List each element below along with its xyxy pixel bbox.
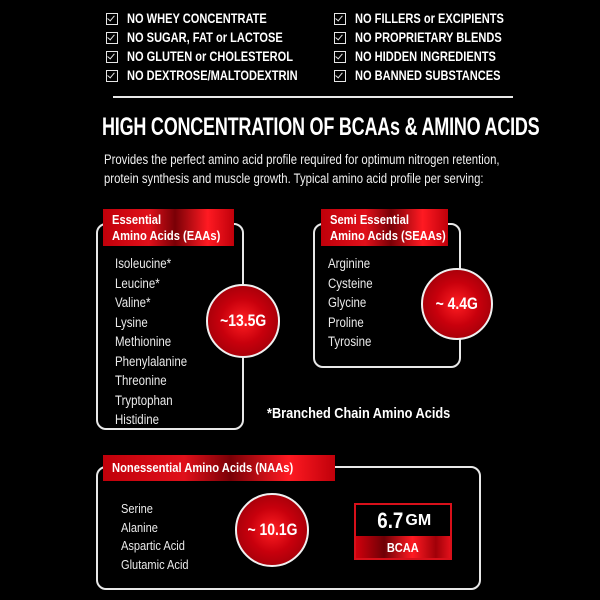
list-item: Arginine [328, 256, 371, 271]
claim-item: NO FILLERS or EXCIPIENTS [334, 9, 537, 28]
checkbox-checked-icon [106, 51, 118, 63]
checkbox-checked-icon [106, 70, 118, 82]
seaa-header: Semi Essential Amino Acids (SEAAs) [321, 209, 448, 246]
bcaa-footnote: *Branched Chain Amino Acids [267, 405, 451, 422]
checkbox-checked-icon [106, 13, 118, 25]
list-item: Cysteine [328, 275, 373, 291]
checkbox-checked-icon [334, 70, 346, 82]
list-item: Histidine [115, 412, 160, 427]
seaa-list [328, 254, 381, 352]
headline: HIGH CONCENTRATION OF BCAAs & AMINO ACIDS [102, 113, 540, 141]
list-item: Lysine [115, 314, 148, 330]
list-item: Proline [328, 314, 364, 330]
list-item: Phenylalanine [115, 353, 188, 369]
list-item: Tyrosine [328, 334, 372, 349]
eaa-list [115, 254, 200, 430]
seaa-amount-badge: ~ 4.4G [421, 268, 493, 340]
claim-item: NO BANNED SUBSTANCES [334, 66, 537, 85]
bcaa-total-badge [354, 503, 452, 560]
bcaa-amount: 6.7 GM [377, 507, 432, 533]
bcaa-label: BCAA [356, 536, 450, 558]
list-item: Tryptophan [115, 392, 173, 408]
claim-item: NO HIDDEN INGREDIENTS [334, 47, 537, 66]
checkbox-checked-icon [334, 32, 346, 44]
list-item: Glutamic Acid [121, 556, 189, 572]
divider [113, 96, 513, 98]
claim-item: NO PROPRIETARY BLENDS [334, 28, 537, 47]
list-item: Isoleucine* [115, 256, 172, 271]
list-item: Threonine [115, 373, 167, 388]
claim-item: NO WHEY CONCENTRATE [106, 9, 335, 28]
claim-item: NO SUGAR, FAT or LACTOSE [106, 28, 335, 47]
list-item: Methionine [115, 334, 172, 349]
naa-header: Nonessential Amino Acids (NAAs) [103, 455, 335, 481]
list-item: Glycine [328, 295, 367, 310]
claim-item: NO GLUTEN or CHOLESTEROL [106, 47, 335, 66]
list-item: Valine* [115, 295, 151, 310]
checkbox-checked-icon [334, 51, 346, 63]
list-item: Serine [121, 501, 153, 516]
claims-right [334, 9, 537, 85]
list-item: Alanine [121, 519, 158, 535]
claim-item: NO DEXTROSE/MALTODEXTRIN [106, 66, 335, 85]
checkbox-checked-icon [334, 13, 346, 25]
intro-text: Provides the perfect amino acid profile required for optimum nitrogen retention, protein synthesis and muscle growth. Typical amino acid profile per serving: [104, 152, 500, 187]
claims-left [106, 9, 335, 85]
eaa-header: Essential Amino Acids (EAAs) [103, 209, 234, 246]
list-item: Leucine* [115, 275, 160, 291]
naa-list [121, 500, 200, 574]
eaa-amount-badge: ~13.5G [206, 284, 280, 358]
list-item: Aspartic Acid [121, 538, 185, 553]
checkbox-checked-icon [106, 32, 118, 44]
naa-amount-badge: ~ 10.1G [235, 493, 309, 567]
